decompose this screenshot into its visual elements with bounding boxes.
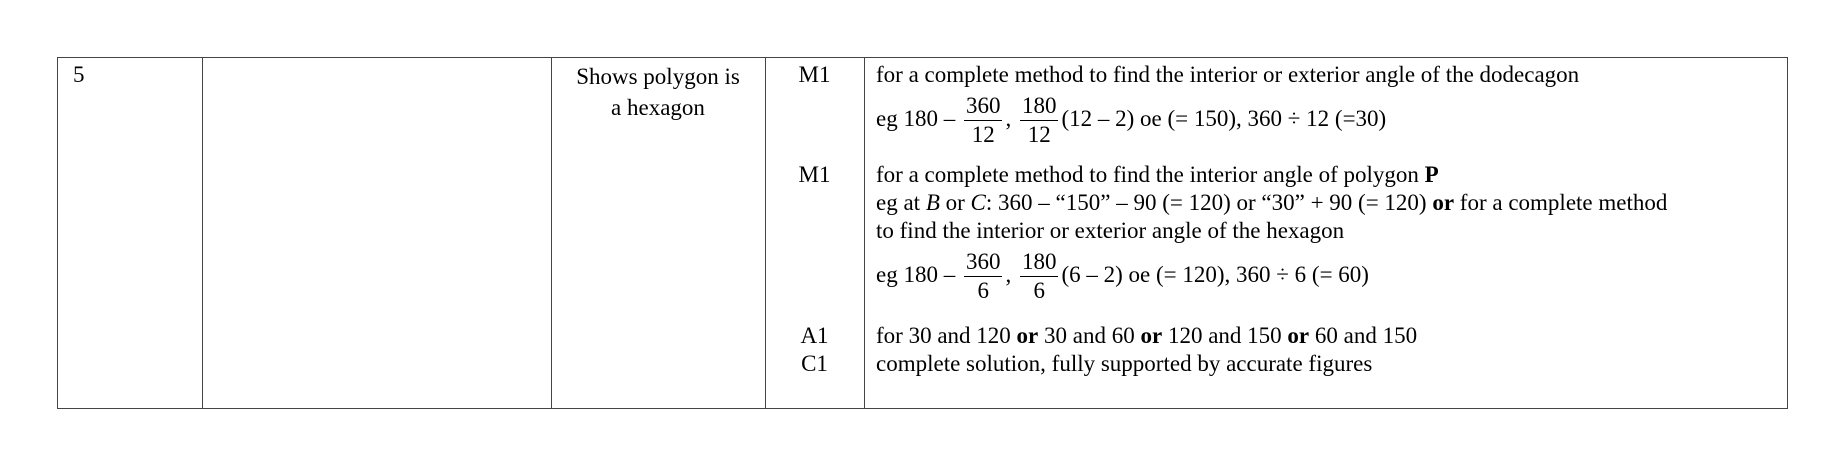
bold-or: or bbox=[1287, 323, 1310, 348]
column-divider bbox=[864, 58, 865, 408]
answer-line: a hexagon bbox=[611, 95, 705, 120]
note-line bbox=[876, 322, 1417, 350]
point-label: C bbox=[970, 190, 986, 215]
fraction-numerator: 360 bbox=[964, 248, 1003, 277]
note-line: complete solution, fully supported by accurate figures bbox=[876, 351, 1373, 376]
note-text: : 360 – “150” – 90 (= 120) or “30” + 90 (= 120) bbox=[985, 190, 1427, 215]
fraction-denominator: 12 bbox=[971, 122, 995, 147]
fraction bbox=[964, 92, 1003, 149]
fraction-numerator: 360 bbox=[964, 92, 1003, 121]
note-text: 120 and 150 bbox=[1167, 323, 1282, 348]
bold-or: or bbox=[1140, 323, 1163, 348]
mark-scheme-table bbox=[57, 57, 1788, 409]
fraction-denominator: 6 bbox=[1033, 278, 1045, 303]
note-text: for a complete method bbox=[1459, 190, 1668, 215]
mark-m1: M1 bbox=[798, 62, 831, 87]
fraction-numerator: 180 bbox=[1020, 92, 1059, 121]
comma: , bbox=[1005, 261, 1012, 287]
note-line: to find the interior or exterior angle of the hexagon bbox=[876, 218, 1345, 243]
formula-suffix: (6 – 2) oe (= 120), 360 ÷ 6 (= 60) bbox=[1061, 261, 1369, 287]
fraction-denominator: 12 bbox=[1027, 122, 1051, 147]
fraction bbox=[964, 248, 1003, 305]
note-formula bbox=[876, 248, 1369, 305]
fraction bbox=[1020, 92, 1059, 149]
note-line bbox=[876, 189, 1667, 217]
note-text: for a complete method to find the interior angle of polygon bbox=[876, 162, 1419, 187]
formula-prefix: eg 180 – bbox=[876, 105, 956, 131]
answer-line: Shows polygon is bbox=[576, 64, 740, 89]
point-label: B bbox=[925, 190, 940, 215]
polygon-label: P bbox=[1424, 162, 1439, 187]
note-text: for 30 and 120 bbox=[876, 323, 1011, 348]
note-text: or bbox=[945, 190, 965, 215]
fraction-numerator: 180 bbox=[1020, 248, 1059, 277]
mark-m1: M1 bbox=[798, 162, 831, 187]
question-number: 5 bbox=[73, 62, 85, 87]
note-line: for a complete method to find the interior or exterior angle of the dodecagon bbox=[876, 62, 1580, 87]
note-line bbox=[876, 161, 1439, 189]
note-text: eg at bbox=[876, 190, 921, 215]
note-text: 60 and 150 bbox=[1314, 323, 1418, 348]
note-text: 30 and 60 bbox=[1044, 323, 1135, 348]
bold-or: or bbox=[1016, 323, 1039, 348]
fraction bbox=[1020, 248, 1059, 305]
fraction-denominator: 6 bbox=[977, 278, 989, 303]
note-formula bbox=[876, 92, 1386, 149]
mark-c1: C1 bbox=[801, 351, 828, 376]
bold-or: or bbox=[1432, 190, 1455, 215]
formula-suffix: (12 – 2) oe (= 150), 360 ÷ 12 (=30) bbox=[1061, 105, 1387, 131]
mark-a1: A1 bbox=[800, 323, 829, 348]
column-divider bbox=[202, 58, 203, 408]
formula-prefix: eg 180 – bbox=[876, 261, 956, 287]
answer-cell bbox=[551, 61, 765, 123]
comma: , bbox=[1005, 105, 1012, 131]
